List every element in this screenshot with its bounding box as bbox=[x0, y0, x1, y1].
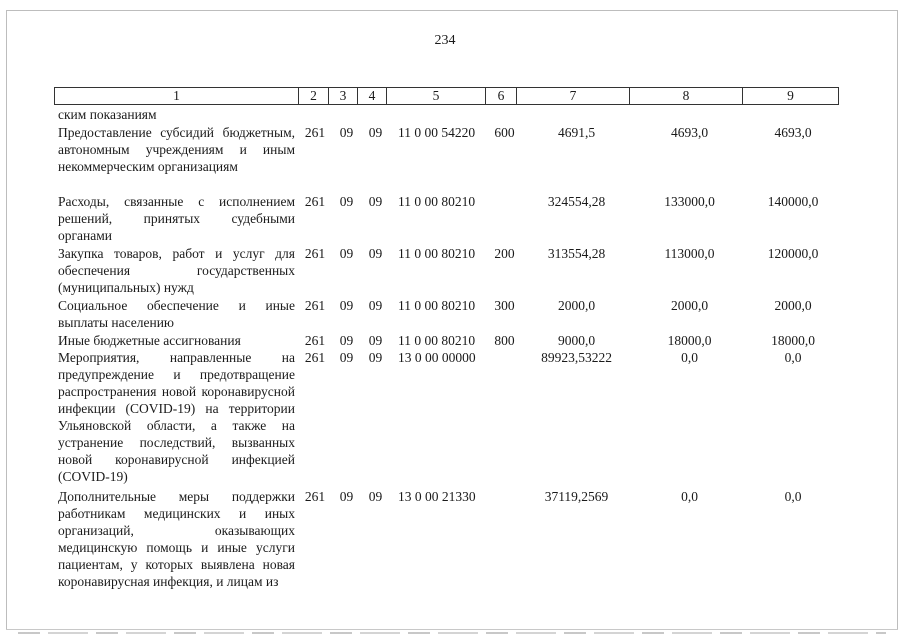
row-c4: 09 bbox=[368, 489, 383, 504]
row-c4: 09 bbox=[368, 350, 383, 365]
row-c3: 09 bbox=[339, 489, 354, 504]
row-c9: 120000,0 bbox=[767, 246, 819, 261]
continuation-text: ским показаниям bbox=[58, 107, 157, 122]
row-c4: 09 bbox=[368, 298, 383, 313]
row-c6: 300 bbox=[494, 298, 515, 313]
row-c7: 324554,28 bbox=[547, 194, 606, 209]
row-c5: 11 0 00 80210 bbox=[398, 194, 476, 209]
row-c9: 0,0 bbox=[784, 350, 802, 365]
row-c2: 261 bbox=[304, 298, 326, 313]
header-col-6: 6 bbox=[486, 88, 517, 105]
row-c8: 113000,0 bbox=[664, 246, 715, 261]
row-c2: 261 bbox=[304, 333, 326, 348]
row-c7: 313554,28 bbox=[547, 246, 606, 261]
row-c5: 11 0 00 80210 bbox=[398, 333, 476, 348]
row-c2: 261 bbox=[304, 489, 326, 504]
header-col-9: 9 bbox=[743, 88, 839, 105]
row-c9: 4693,0 bbox=[774, 125, 812, 140]
row-c9: 2000,0 bbox=[774, 298, 812, 313]
row-c5: 11 0 00 80210 bbox=[398, 298, 476, 313]
row-name: Предоставление субсидий бюджетным, автономным учреждениям и иным некоммерческим организациям bbox=[58, 125, 295, 174]
row-c7: 37119,2569 bbox=[544, 489, 609, 504]
row-c2: 261 bbox=[304, 125, 326, 140]
row-c5: 11 0 00 80210 bbox=[398, 246, 476, 261]
header-col-3: 3 bbox=[329, 88, 358, 105]
header-col-1: 1 bbox=[55, 88, 299, 105]
row-c6: 800 bbox=[494, 333, 515, 348]
row-name: Дополнительные меры поддержки работникам медицинских и иных организаций, оказывающих медицинскую помощь и иные услуги пациентам, у которых выявлена новая коронавирусная инфекция, и лицам из bbox=[58, 489, 295, 589]
scan-bottom-noise bbox=[18, 632, 886, 634]
row-c9: 18000,0 bbox=[771, 333, 815, 348]
row-c7: 4691,5 bbox=[557, 125, 596, 140]
row-name: Закупка товаров, работ и услуг для обеспечения государственных (муниципальных) нужд bbox=[58, 246, 295, 295]
row-c9: 0,0 bbox=[784, 489, 802, 504]
row-c9: 140000,0 bbox=[767, 194, 819, 209]
row-c7: 2000,0 bbox=[557, 298, 596, 313]
row-c2: 261 bbox=[304, 350, 326, 365]
row-c6: 200 bbox=[494, 246, 515, 261]
header-col-7: 7 bbox=[517, 88, 630, 105]
row-c4: 09 bbox=[368, 246, 383, 261]
row-c8: 133000,0 bbox=[664, 194, 715, 209]
row-c3: 09 bbox=[339, 333, 354, 348]
header-col-2: 2 bbox=[299, 88, 329, 105]
row-c8: 4693,0 bbox=[670, 125, 709, 140]
row-c4: 09 bbox=[368, 333, 383, 348]
row-c7: 89923,53222 bbox=[541, 350, 612, 365]
row-c8: 0,0 bbox=[681, 489, 698, 504]
row-c3: 09 bbox=[339, 350, 354, 365]
row-c8: 0,0 bbox=[681, 350, 698, 365]
row-c3: 09 bbox=[339, 246, 354, 261]
row-c3: 09 bbox=[339, 194, 354, 209]
row-name: Иные бюджетные ассигнования bbox=[58, 333, 241, 348]
row-c3: 09 bbox=[339, 298, 354, 313]
row-name: Социальное обеспечение и иные выплаты населению bbox=[58, 298, 295, 330]
row-c5: 11 0 00 54220 bbox=[398, 125, 476, 140]
header-col-8: 8 bbox=[630, 88, 743, 105]
page-number: 234 bbox=[434, 33, 456, 48]
row-c4: 09 bbox=[368, 194, 383, 209]
row-c5: 13 0 00 21330 bbox=[398, 489, 476, 504]
row-c8: 2000,0 bbox=[670, 298, 709, 313]
header-col-4: 4 bbox=[358, 88, 387, 105]
row-c8: 18000,0 bbox=[667, 333, 712, 348]
row-name: Мероприятия, направленные на предупреждение и предотвращение распространения новой коронавирусной инфекции (COVID-19) на территории Ульяновской области, а также на устранение последствий, вызванных новой коронавирусной инфекцией (COVID-19) bbox=[58, 350, 295, 484]
row-c3: 09 bbox=[339, 125, 354, 140]
header-col-5: 5 bbox=[387, 88, 486, 105]
row-c2: 261 bbox=[304, 194, 326, 209]
row-c7: 9000,0 bbox=[557, 333, 596, 348]
row-c4: 09 bbox=[368, 125, 383, 140]
row-c2: 261 bbox=[304, 246, 326, 261]
row-c6: 600 bbox=[494, 125, 515, 140]
row-c5: 13 0 00 00000 bbox=[398, 350, 476, 365]
row-name: Расходы, связанные с исполнением решений, принятых судебными органами bbox=[58, 194, 295, 243]
